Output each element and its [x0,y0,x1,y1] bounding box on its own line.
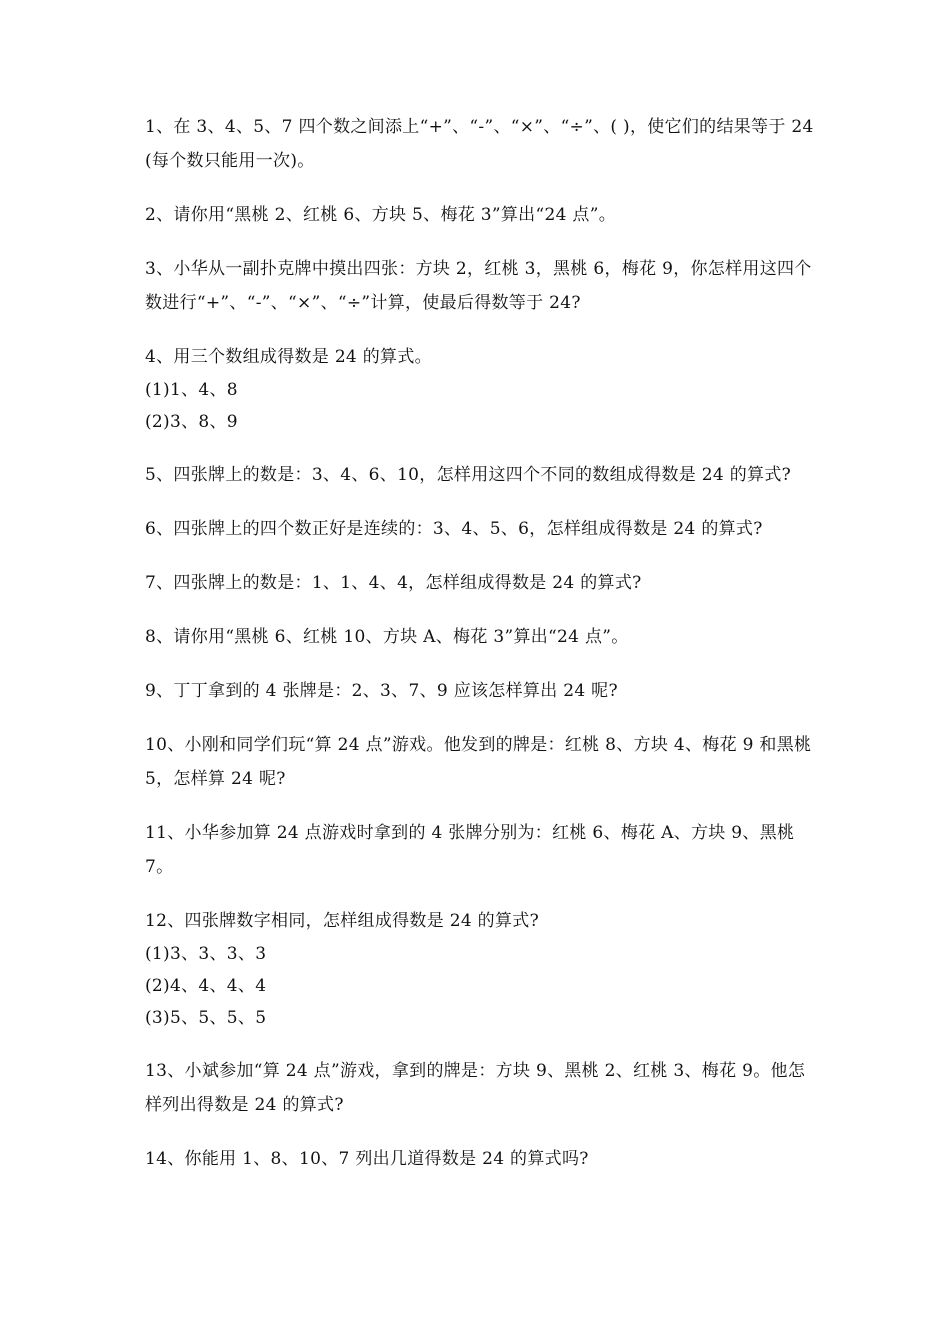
problem-1 [145,110,815,178]
problem-text: 5、四张牌上的数是：3、4、6、10，怎样用这四个不同的数组成得数是 24 的算式? [145,465,792,485]
sub-question-list [145,374,815,438]
sub-question: (3)5、5、5、5 [145,1008,267,1028]
sub-question: (1)1、4、8 [145,380,238,400]
problem-5 [145,458,815,492]
sub-question: (1)3、3、3、3 [145,944,267,964]
problem-12 [145,904,815,1034]
problem-text: 7、四张牌上的数是：1、1、4、4，怎样组成得数是 24 的算式? [145,573,642,593]
problem-3 [145,252,815,320]
problem-8 [145,620,815,654]
problem-7 [145,566,815,600]
problem-14 [145,1142,815,1176]
problem-text: 1、在 3、4、5、7 四个数之间添上“+”、“-”、“×”、“÷”、( )，使它们的结果等于 24(每个数只能用一次)。 [145,117,814,171]
problem-9 [145,674,815,708]
problem-text: 10、小刚和同学们玩“算 24 点”游戏。他发到的牌是：红桃 8、方块 4、梅花 9 和黑桃 5，怎样算 24 呢? [145,735,812,789]
problem-13 [145,1054,815,1122]
problem-text: 9、丁丁拿到的 4 张牌是：2、3、7、9 应该怎样算出 24 呢? [145,681,618,701]
problem-text: 2、请你用“黑桃 2、红桃 6、方块 5、梅花 3”算出“24 点”。 [145,205,616,225]
problem-text: 11、小华参加算 24 点游戏时拿到的 4 张牌分别为：红桃 6、梅花 A、方块 9、黑桃 7。 [145,823,795,877]
problem-text: 4、用三个数组成得数是 24 的算式。 [145,347,432,367]
sub-question-list [145,938,815,1034]
problem-2 [145,198,815,232]
problem-text: 3、小华从一副扑克牌中摸出四张：方块 2，红桃 3，黑桃 6，梅花 9，你怎样用这四个数进行“+”、“-”、“×”、“÷”计算，使最后得数等于 24? [145,259,812,313]
problem-6 [145,512,815,546]
problem-10 [145,728,815,796]
problem-text: 14、你能用 1、8、10、7 列出几道得数是 24 的算式吗? [145,1149,589,1169]
problem-4 [145,340,815,438]
problem-text: 6、四张牌上的四个数正好是连续的：3、4、5、6，怎样组成得数是 24 的算式? [145,519,763,539]
sub-question: (2)4、4、4、4 [145,976,267,996]
problem-list [145,110,815,1196]
problem-text: 12、四张牌数字相同，怎样组成得数是 24 的算式? [145,911,539,931]
problem-text: 8、请你用“黑桃 6、红桃 10、方块 A、梅花 3”算出“24 点”。 [145,627,629,647]
problem-text: 13、小斌参加“算 24 点”游戏，拿到的牌是：方块 9、黑桃 2、红桃 3、梅花 9。他怎样列出得数是 24 的算式? [145,1061,806,1115]
sub-question: (2)3、8、9 [145,412,238,432]
problem-11 [145,816,815,884]
